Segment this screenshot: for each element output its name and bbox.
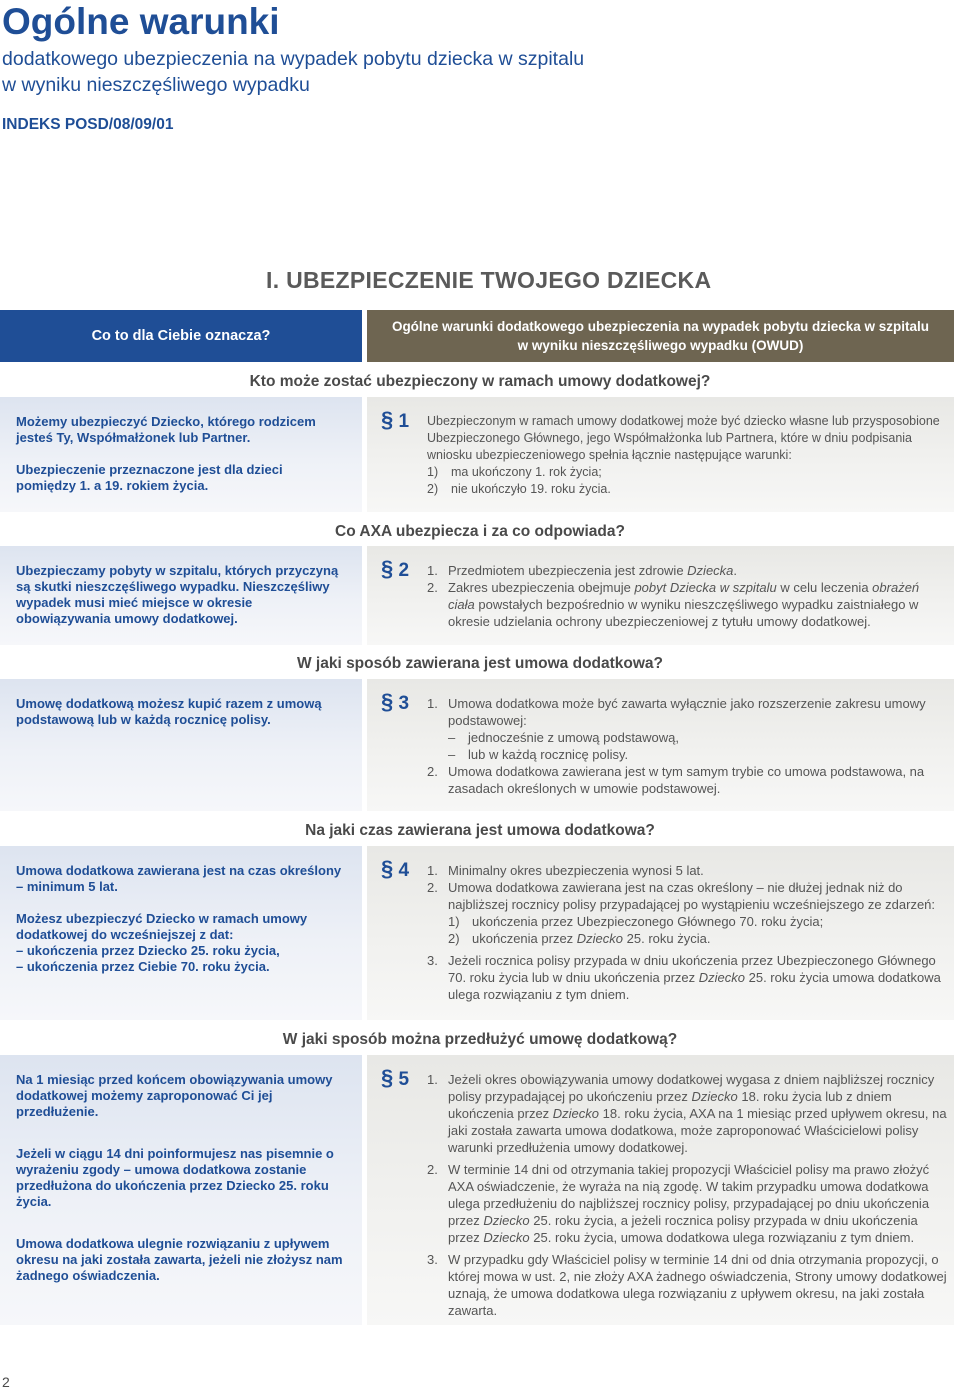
section-symbol: § bbox=[381, 1065, 394, 1090]
left-paragraph: Jeżeli w ciągu 14 dni poinformujesz nas pisemnie o wyrażeniu zgody – umowa dodatkowa zostanie przedłużona do ukończenia przez Dziecko 25. roku życia. bbox=[16, 1146, 334, 1209]
item-text: Przedmiotem ubezpieczenia jest zdrowie Dziecka. bbox=[448, 563, 738, 578]
left-paragraph: Ubezpieczamy pobyty w szpitalu, których przyczyną są skutki nieszczęśliwego wypadku. Nieszczęśliwy wypadek musi mieć miejsce w okresie obowiązywania umowy dodatkowej. bbox=[16, 563, 339, 626]
item-text: Umowa dodatkowa zawierana jest w tym samym trybie co umowa podstawowa, na zasadach określonych w umowie podstawowej. bbox=[448, 764, 925, 796]
item-number: 1. bbox=[427, 1072, 438, 1087]
list-item bbox=[427, 862, 948, 879]
item-text: W przypadku gdy Właściciel polisy w terminie 14 dni od dnia otrzymania propozycji, o której mowa w ust. 2, nie złoży AXA żadnego oświadczenia, Strony umowy dodatkowej uznają, że umowa dodatkowa ulega rozwiązaniu z upływem okresu, na jaki została zawarta. bbox=[448, 1252, 947, 1318]
left-panel-4 bbox=[0, 846, 362, 1020]
section-number-2 bbox=[381, 556, 410, 581]
item-text: Jeżeli okres obowiązywania umowy dodatkowej wygasa z dniem najbliższej rocznicy polisy przypadającej po ukończeniu przez Dziecko 18. roku życia lub z dniem ukończenia przez Dziecko 18. roku życia, AXA na 1 miesiąc przed upływem okresu, na jaki została zawarta umowa dodatkowa, może zaproponować Właścicielowi polisy warunki przedłużenia umowy dodatkowej. bbox=[448, 1072, 947, 1155]
subtitle-line-1: dodatkowego ubezpieczenia na wypadek pobytu dziecka w szpitalu bbox=[2, 48, 585, 70]
left-paragraph: – ukończenia przez Ciebie 70. roku życia. bbox=[16, 959, 270, 974]
item-number: 1. bbox=[427, 696, 438, 711]
left-paragraph: Umowa dodatkowa ulegnie rozwiązaniu z upływem okresu na jaki została zawarta, jeżeli nie złożysz nam żadnego oświadczenia. bbox=[16, 1236, 343, 1283]
item-number: 2. bbox=[427, 764, 438, 779]
item-number: 1. bbox=[427, 563, 438, 578]
question-heading-2: Co AXA ubezpiecza i za co odpowiada? bbox=[335, 523, 625, 540]
left-panel-2 bbox=[0, 546, 362, 645]
page-subtitle bbox=[2, 46, 702, 98]
item-number: 2. bbox=[427, 1162, 438, 1177]
section-number: 3 bbox=[398, 693, 410, 714]
intro-text: Ubezpieczonym w ramach umowy dodatkowej może być dziecko własne lub przysposobione Ubezpieczonego Głównego, jego Współmałżonka lub Partnera, które w dniu podpisania wniosku ubezpieczeniowego spełnia łącznie następujące warunki: bbox=[427, 414, 940, 462]
page-number: 2 bbox=[2, 1374, 10, 1390]
list-item bbox=[427, 695, 948, 763]
section-number-1 bbox=[381, 407, 410, 432]
list-item bbox=[427, 481, 948, 498]
sub-number: 1) bbox=[427, 465, 439, 479]
right-panel-2 bbox=[367, 546, 954, 645]
header-right-line-1: Ogólne warunki dodatkowego ubezpieczenia na wypadek pobytu dziecka w szpitalu bbox=[391, 319, 930, 334]
right-panel-1 bbox=[367, 397, 954, 512]
right-panel-3 bbox=[367, 679, 954, 811]
item-text: Umowa dodatkowa zawierana jest na czas określony – nie dłużej jednak niż do najbliższej rocznicy polisy przypadającej po wystąpieniu wcześniejszego ze zdarzeń: 1) ukończenia przez Ubezpieczonego Głównego 70. roku życia; 2) ukończenia przez Dziecko 25. roku życia. bbox=[448, 879, 948, 947]
left-paragraph: Umowa dodatkowa zawierana jest na czas określony – minimum 5 lat. bbox=[16, 863, 342, 894]
left-paragraph: Możesz ubezpieczyć Dziecko w ramach umowy dodatkowej do wcześniejszej z dat: bbox=[16, 911, 308, 942]
sub-item: 1) ukończenia przez Ubezpieczonego Głównego 70. roku życia; bbox=[448, 914, 824, 929]
dash-item: – jednocześnie z umową podstawową, bbox=[448, 730, 680, 745]
left-paragraph: Umowę dodatkową możesz kupić razem z umową podstawową lub w każdą rocznicę polisy. bbox=[16, 696, 322, 727]
header-left-label: Co to dla Ciebie oznacza? bbox=[91, 328, 271, 344]
dash-item: – lub w każdą rocznicę polisy. bbox=[448, 747, 629, 762]
right-panel-5 bbox=[367, 1055, 954, 1325]
item-number: 1. bbox=[427, 863, 438, 878]
header-right-line-2: w wyniku nieszczęśliwego wypadku (OWUD) bbox=[517, 338, 804, 353]
item-number: 2. bbox=[427, 880, 438, 895]
section-title: I. UBEZPIECZENIE TWOJEGO DZIECKA bbox=[266, 267, 712, 293]
section-number-3 bbox=[381, 689, 410, 714]
right-panel-4 bbox=[367, 846, 954, 1020]
section-symbol: § bbox=[381, 856, 394, 881]
page-title: Ogólne warunki bbox=[2, 1, 280, 42]
question-heading-5: W jaki sposób można przedłużyć umowę dodatkową? bbox=[282, 1031, 678, 1048]
item-number: 3. bbox=[427, 953, 438, 968]
item-text: Umowa dodatkowa może być zawarta wyłącznie jako rozszerzenie zakresu umowy podstawowej: – jednocześnie z umową podstawową, – lub w każdą rocznicę polisy. bbox=[448, 695, 948, 763]
section-symbol: § bbox=[381, 689, 394, 714]
section-text-1 bbox=[427, 413, 948, 498]
list-item bbox=[427, 1251, 948, 1319]
sub-number: 2) bbox=[427, 482, 439, 496]
list-item bbox=[427, 952, 948, 1003]
section-symbol: § bbox=[381, 407, 394, 432]
left-paragraph: Ubezpieczenie przeznaczone jest dla dzieci pomiędzy 1. a 19. rokiem życia. bbox=[16, 462, 283, 493]
section-text-2 bbox=[427, 562, 948, 630]
section-text-3 bbox=[427, 695, 948, 797]
left-paragraph: – ukończenia przez Dziecko 25. roku życia, bbox=[16, 943, 280, 958]
left-panel-1 bbox=[0, 397, 362, 512]
sub-text: ma ukończony 1. rok życia; bbox=[451, 465, 602, 479]
item-number: 3. bbox=[427, 1252, 438, 1267]
index-code: INDEKS POSD/08/09/01 bbox=[2, 116, 174, 133]
list-item bbox=[427, 562, 948, 579]
section-text-5 bbox=[427, 1071, 948, 1319]
question-heading-3: W jaki sposób zawierana jest umowa dodatkowa? bbox=[296, 655, 664, 672]
list-item bbox=[427, 879, 948, 947]
list-item bbox=[427, 464, 948, 481]
question-heading-4: Na jaki czas zawierana jest umowa dodatkowa? bbox=[305, 822, 655, 839]
header-right bbox=[367, 310, 954, 362]
sub-text: nie ukończyło 19. roku życia. bbox=[451, 482, 611, 496]
list-item bbox=[427, 763, 948, 797]
list-item bbox=[427, 579, 948, 630]
left-paragraph: Możemy ubezpieczyć Dziecko, którego rodzicem jesteś Ty, Współmałżonek lub Partner. bbox=[16, 414, 316, 445]
section-number: 5 bbox=[398, 1069, 410, 1090]
item-text: Jeżeli rocznica polisy przypada w dniu ukończenia przez Ubezpieczonego Głównego 70. roku życia lub w dniu ukończenia przez Dziecko 25. roku życia umowa dodatkowa ulega rozwiązaniu z tym dniem. bbox=[448, 953, 941, 1002]
item-text: Zakres ubezpieczenia obejmuje pobyt Dziecka w szpitalu w celu leczenia obrażeń ciała powstałych bezpośrednio w wyniku nieszczęśliwego wypadku zaistniałego w okresie udzielania ochrony ubezpieczeniowej z tytułu umowy dodatkowej. bbox=[448, 580, 920, 629]
list-item bbox=[427, 1161, 948, 1246]
section-number: 1 bbox=[398, 411, 410, 432]
section-text-4 bbox=[427, 862, 948, 1003]
header-left bbox=[0, 310, 362, 362]
item-number: 2. bbox=[427, 580, 438, 595]
section-number: 2 bbox=[398, 560, 410, 581]
section-number-4 bbox=[381, 856, 410, 881]
item-text: Minimalny okres ubezpieczenia wynosi 5 lat. bbox=[448, 863, 704, 878]
left-paragraph: Na 1 miesiąc przed końcem obowiązywania umowy dodatkowej możemy zaproponować Ci jej przedłużenie. bbox=[16, 1072, 333, 1119]
sub-item: 2) ukończenia przez Dziecko 25. roku życia. bbox=[448, 931, 711, 946]
section-symbol: § bbox=[381, 556, 394, 581]
section-number-5 bbox=[381, 1065, 410, 1090]
left-panel-5 bbox=[0, 1055, 362, 1325]
question-heading-1: Kto może zostać ubezpieczony w ramach umowy dodatkowej? bbox=[249, 373, 711, 390]
section-number: 4 bbox=[398, 860, 410, 881]
left-panel-3 bbox=[0, 679, 362, 811]
subtitle-line-2: w wyniku nieszczęśliwego wypadku bbox=[2, 74, 310, 96]
item-text: W terminie 14 dni od otrzymania takiej propozycji Właściciel polisy ma prawo złożyć AXA oświadczenie, że wyraża na nią zgodę. W takim przypadku umowa dodatkowa ulega przedłużeniu do najbliższej rocznicy polisy, przypadającej po dniu ukończenia przez Dziecko 25. roku życia, a jeżeli rocznica polisy przypada w dniu ukończenia przez Dziecko 25. roku życia, umowa dodatkowa ulega rozwiązaniu z tym dniem. bbox=[448, 1162, 930, 1245]
list-item bbox=[427, 1071, 948, 1156]
